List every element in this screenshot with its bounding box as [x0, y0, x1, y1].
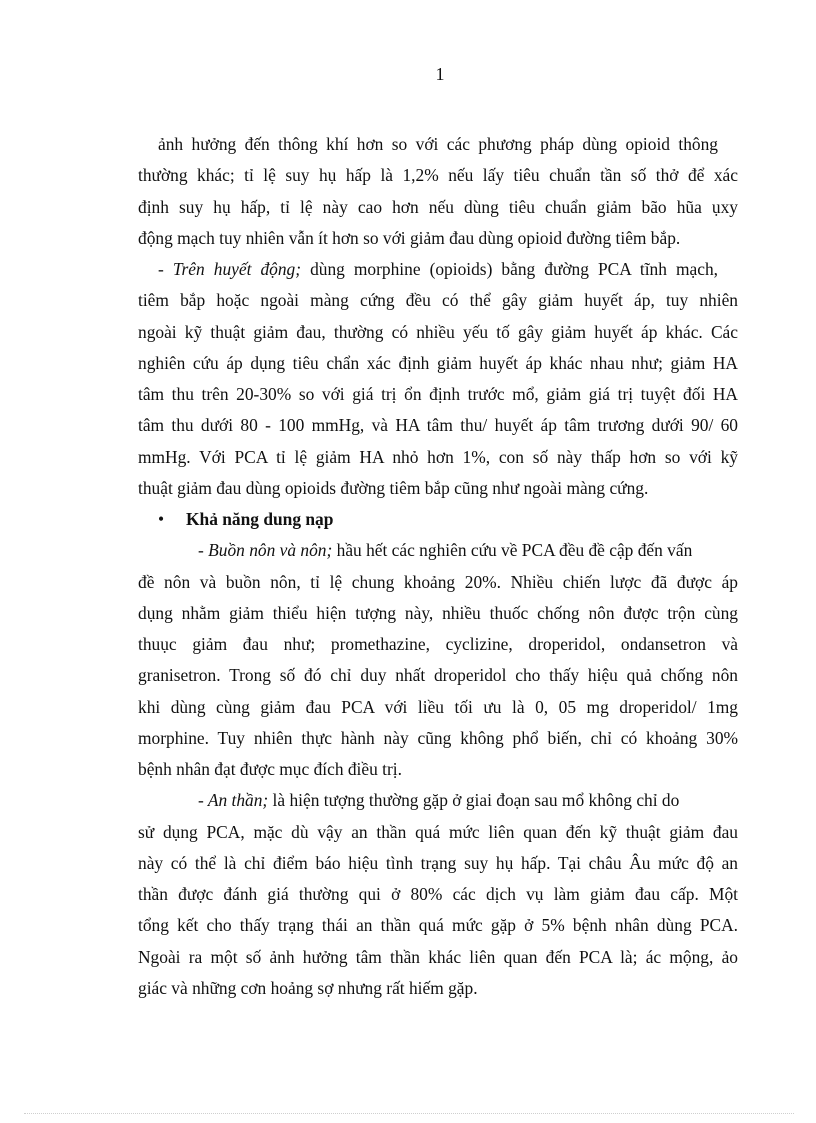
line-text: dùng morphine (opioids) bằng đường PCA tĩnh mạch, [301, 259, 718, 279]
line-text: giác và những cơn hoảng sợ nhưng rất hiếm gặp. [138, 977, 478, 998]
text-line [138, 942, 738, 973]
text-line [138, 317, 738, 348]
text-line [138, 879, 738, 910]
text-line [138, 598, 738, 629]
line-text: tâm thu trên 20-30% so với giá trị ổn định trước mổ, giảm giá trị tuyệt đối HA [138, 384, 738, 404]
line-text: tổng kết cho thấy trạng thái an thần quá mức gặp ở 5% bệnh nhân dùng PCA. [138, 915, 738, 936]
text-line [138, 817, 738, 848]
text-line [138, 410, 738, 441]
line-text: đề nôn và buồn nôn, tỉ lệ chung khoảng 20%. Nhiều chiến lược đã được áp [138, 571, 738, 592]
line-text: thần được đánh giá thường qui ở 80% các dịch vụ làm giảm đau cấp. Một [138, 884, 738, 904]
text-line [138, 910, 738, 941]
line-text: sử dụng PCA, mặc dù vậy an thần quá mức liên quan đến kỹ thuật giảm đau [138, 821, 738, 842]
text-line [138, 785, 678, 816]
text-line [138, 192, 738, 223]
line-text: dụng nhằm giảm thiểu hiện tượng này, nhiều thuốc chống nôn được trộn cùng [138, 602, 738, 623]
line-text: thuục giảm đau như; promethazine, cyclizine, droperidol, ondansetron và [138, 634, 738, 654]
line-text: là hiện tượng thường gặp ở giai đoạn sau mổ không chỉ do [268, 790, 680, 811]
text-line [138, 129, 718, 160]
line-text: động mạch tuy nhiên vẫn ít hơn so với giảm đau dùng opioid đường tiêm bắp. [138, 227, 681, 248]
line-text: này có thể là chỉ điểm báo hiệu tình trạng suy hụ hấp. Tại châu Âu mức độ an [138, 852, 738, 873]
text-line [138, 254, 718, 285]
text-line [138, 379, 738, 410]
line-text: tiêm bắp hoặc ngoài màng cứng đều có thể gây giảm huyết áp, tuy nhiên [138, 290, 738, 311]
line-text: ngoài kỹ thuật giảm đau, thường có nhiều yếu tố gây giảm huyết áp khác. Các [138, 321, 738, 342]
bullet-icon: • [158, 509, 165, 529]
text-line [138, 535, 693, 566]
line-text: ảnh hưởng đến thông khí hơn so với các phương pháp dùng opioid thông [158, 134, 718, 154]
section-heading [138, 504, 718, 535]
line-text: Khả năng dung nạp [186, 509, 334, 529]
text-line [138, 723, 738, 754]
italic-subheading: - An thần; [198, 790, 269, 811]
line-text: mmHg. Với PCA tỉ lệ giảm HA nhỏ hơn 1%, con số này thấp hơn so với kỹ [138, 446, 738, 467]
text-line [138, 348, 738, 379]
italic-subheading: - Trên huyết động; [158, 259, 302, 279]
line-text: định suy hụ hấp, tỉ lệ này cao hơn nếu dùng tiêu chuẩn giảm bão hũa ụxy [138, 196, 738, 217]
text-line [138, 692, 738, 723]
text-line [138, 160, 738, 191]
text-line [138, 567, 738, 598]
text-line [138, 973, 738, 1004]
text-line [138, 442, 738, 473]
text-line [138, 473, 738, 504]
text-line [138, 848, 738, 879]
line-text: granisetron. Trong số đó chỉ duy nhất droperidol cho thấy hiệu quả chống nôn [138, 665, 738, 686]
line-text: khi dùng cùng giảm đau PCA với liều tối ưu là 0, 05 mg droperidol/ 1mg [138, 696, 738, 717]
body-text [138, 129, 738, 1004]
text-line [138, 629, 738, 660]
line-text: tâm thu dưới 80 - 100 mmHg, và HA tâm thu/ huyết áp tâm trương dưới 90/ 60 [138, 415, 738, 436]
line-text: Ngoài ra một số ảnh hưởng tâm thần khác liên quan đến PCA là; ác mộng, ảo [138, 946, 738, 967]
line-text: thường khác; tỉ lệ suy hụ hấp là 1,2% nếu lấy tiêu chuẩn tần số thở để xác [138, 165, 738, 186]
text-line [138, 754, 738, 785]
line-text: nghiên cứu áp dụng tiêu chẩn xác định giảm huyết áp khác nhau như; giảm HA [138, 352, 738, 373]
line-text: morphine. Tuy nhiên thực hành này cũng không phổ biến, chỉ có khoảng 30% [138, 727, 738, 748]
page-footer-divider [24, 1113, 794, 1114]
italic-subheading: - Buồn nôn và nôn; [198, 540, 333, 561]
page-number: 1 [435, 64, 445, 84]
line-text: thuật giảm đau dùng opioids đường tiêm bắp cũng như ngoài màng cứng. [138, 477, 649, 498]
line-text: hầu hết các nghiên cứu về PCA đều đề cập đến vấn [332, 540, 693, 561]
text-line [138, 285, 738, 316]
line-text: bệnh nhân đạt được mục đích điều trị. [138, 759, 402, 779]
text-line [138, 223, 738, 254]
text-line [138, 660, 738, 691]
